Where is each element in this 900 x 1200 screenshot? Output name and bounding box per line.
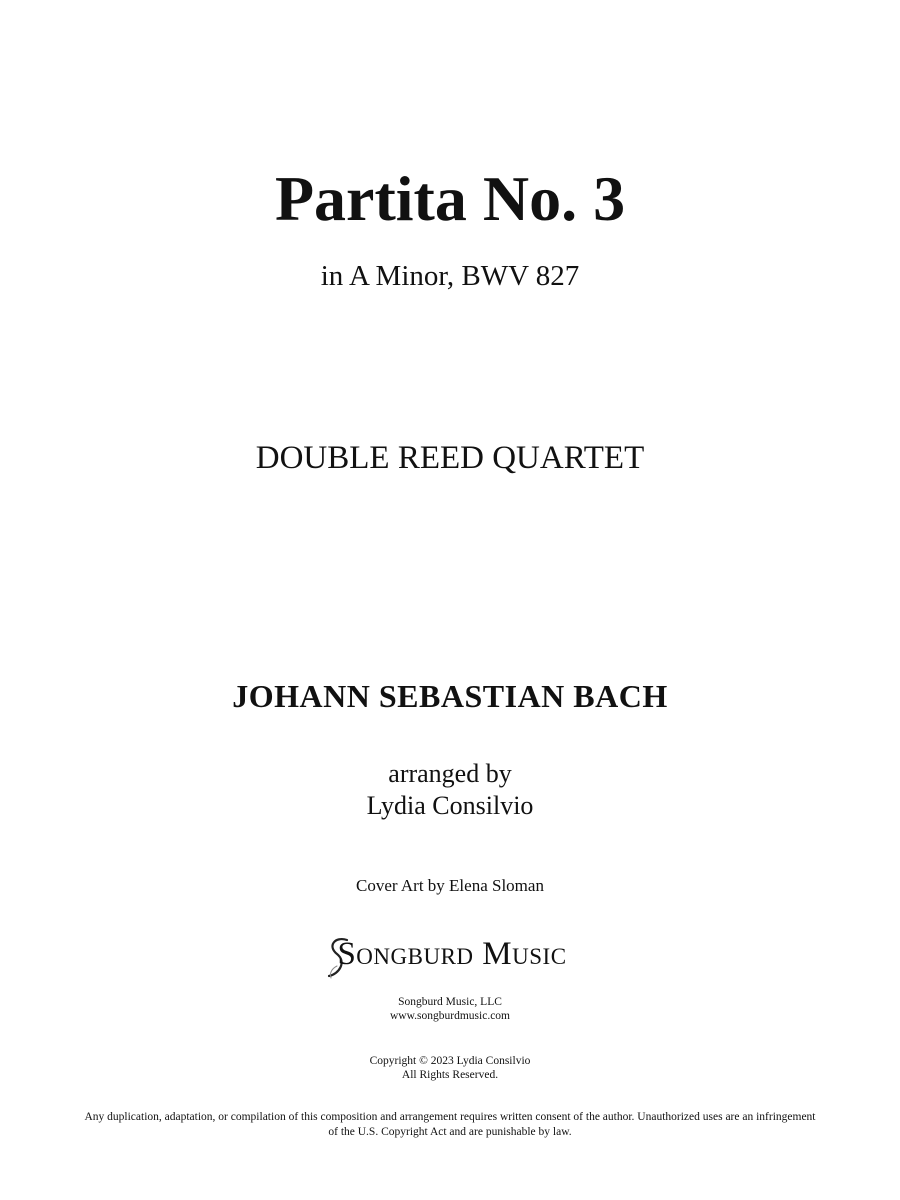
logo-text: Songburd Music [337, 936, 567, 972]
copyright-notice: Copyright © 2023 Lydia Consilvio [369, 1055, 531, 1067]
instrumentation: DOUBLE REED QUARTET [255, 440, 645, 476]
composer-name: JOHANN SEBASTIAN BACH [232, 678, 668, 714]
rights-reserved: All Rights Reserved. [401, 1069, 499, 1081]
arranged-by-label: arranged by [388, 759, 512, 788]
arranger-name: Lydia Consilvio [366, 791, 534, 820]
subtitle: in A Minor, BWV 827 [320, 260, 580, 292]
legal-notice-line-2: of the U.S. Copyright Act and are punishable by law. [328, 1126, 572, 1138]
cover-art-credit: Cover Art by Elena Sloman [356, 876, 544, 895]
publisher-website: www.songburdmusic.com [390, 1010, 510, 1022]
legal-notice-line-1: Any duplication, adaptation, or compilation of this composition and arrangement requires written consent of the author. Unauthorized uses are an infringement [84, 1111, 816, 1123]
publisher-logo [0, 938, 900, 971]
publisher-company: Songburd Music, LLC [398, 996, 502, 1008]
logo-wrapper [333, 938, 566, 971]
page-title: Partita No. 3 [274, 163, 626, 234]
